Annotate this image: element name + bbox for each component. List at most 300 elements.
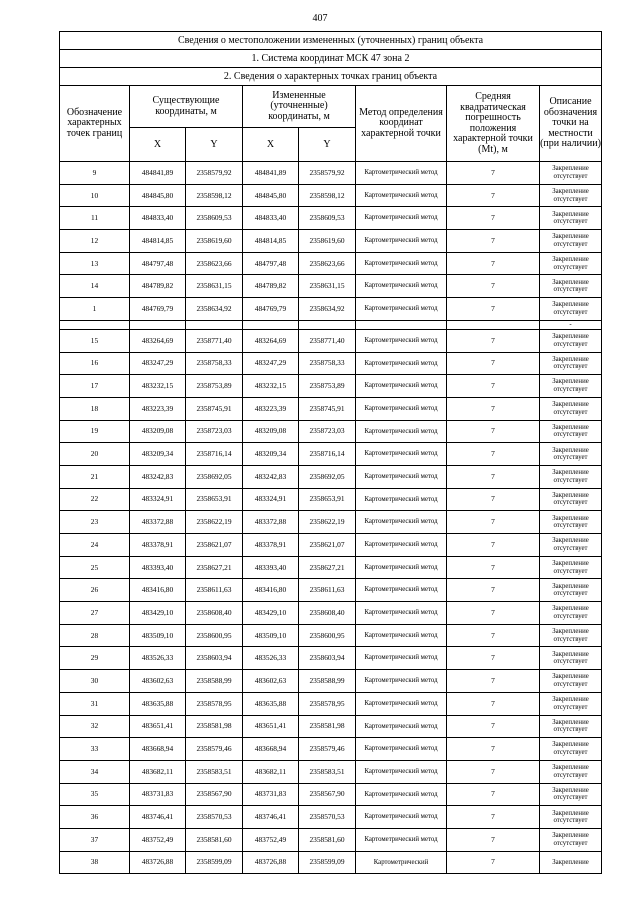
table-row	[60, 252, 602, 275]
cell-changed-x	[243, 320, 299, 329]
cell-changed-y: 2358753,89	[299, 375, 356, 398]
cell-existing-x: 483223,39	[130, 397, 186, 420]
cell-mean-error: 7	[447, 828, 540, 851]
cell-description: Закрепление отсутствует	[540, 329, 602, 352]
cell-method: Картометрический метод	[356, 647, 447, 670]
cell-description: Закрепление отсутствует	[540, 207, 602, 230]
cell-description: Закрепление отсутствует	[540, 783, 602, 806]
table-row	[60, 352, 602, 375]
cell-changed-y: 2358608,40	[299, 602, 356, 625]
cell-method: Картометрический метод	[356, 534, 447, 557]
cell-description: Закрепление отсутствует	[540, 375, 602, 398]
table-row	[60, 320, 602, 329]
table-body	[60, 162, 602, 874]
cell-method: Картометрический метод	[356, 207, 447, 230]
cell-existing-x	[130, 320, 186, 329]
table-row	[60, 275, 602, 298]
cell-existing-y: 2358567,90	[186, 783, 243, 806]
table-row	[60, 375, 602, 398]
cell-changed-y: 2358609,53	[299, 207, 356, 230]
cell-description: Закрепление отсутствует	[540, 184, 602, 207]
table-row	[60, 783, 602, 806]
cell-existing-x: 484797,48	[130, 252, 186, 275]
cell-description: Закрепление отсутствует	[540, 443, 602, 466]
cell-changed-y: 2358723,03	[299, 420, 356, 443]
cell-existing-y: 2358581,98	[186, 715, 243, 738]
cell-description: Закрепление отсутствует	[540, 275, 602, 298]
cell-point: 32	[60, 715, 130, 738]
cell-existing-x: 484769,79	[130, 298, 186, 321]
cell-point: 22	[60, 488, 130, 511]
cell-point: 10	[60, 184, 130, 207]
cell-changed-y: 2358621,07	[299, 534, 356, 557]
cell-changed-y: 2358623,66	[299, 252, 356, 275]
table-row	[60, 184, 602, 207]
cell-description: Закрепление отсутствует	[540, 352, 602, 375]
cell-method: Картометрический метод	[356, 783, 447, 806]
cell-existing-x: 483429,10	[130, 602, 186, 625]
table-row	[60, 738, 602, 761]
table-row	[60, 465, 602, 488]
cell-existing-x: 483526,33	[130, 647, 186, 670]
cell-existing-x: 483752,49	[130, 828, 186, 851]
header-changed-coords: Измененные (уточненные) координаты, м	[243, 86, 356, 128]
cell-changed-y: 2358583,51	[299, 760, 356, 783]
cell-existing-y: 2358771,40	[186, 329, 243, 352]
cell-changed-y: 2358622,19	[299, 511, 356, 534]
table-row	[60, 579, 602, 602]
cell-description: Закрепление отсутствует	[540, 624, 602, 647]
cell-description: Закрепление отсутствует	[540, 162, 602, 185]
cell-existing-y: 2358745,91	[186, 397, 243, 420]
cell-existing-y: 2358621,07	[186, 534, 243, 557]
cell-mean-error: 7	[447, 738, 540, 761]
cell-changed-y: 2358570,53	[299, 806, 356, 829]
cell-method: Картометрический метод	[356, 692, 447, 715]
cell-changed-y: 2358619,60	[299, 230, 356, 253]
table-row	[60, 298, 602, 321]
table-row	[60, 851, 602, 874]
cell-point	[60, 320, 130, 329]
cell-point: 28	[60, 624, 130, 647]
cell-method: Картометрический метод	[356, 443, 447, 466]
header-method: Метод определения координат характерной точки	[356, 86, 447, 162]
table-row	[60, 329, 602, 352]
cell-method	[356, 320, 447, 329]
cell-changed-x: 484797,48	[243, 252, 299, 275]
cell-method: Картометрический метод	[356, 760, 447, 783]
cell-existing-x: 483602,63	[130, 670, 186, 693]
cell-mean-error: 7	[447, 230, 540, 253]
cell-changed-x: 483752,49	[243, 828, 299, 851]
cell-existing-x: 483264,69	[130, 329, 186, 352]
cell-existing-y: 2358579,92	[186, 162, 243, 185]
cell-point: 16	[60, 352, 130, 375]
cell-changed-x: 483378,91	[243, 534, 299, 557]
table-title: Сведения о местоположении измененных (уточненных) границ объекта	[60, 32, 602, 50]
cell-mean-error: 7	[447, 443, 540, 466]
cell-mean-error: 7	[447, 162, 540, 185]
cell-mean-error: 7	[447, 375, 540, 398]
cell-point: 30	[60, 670, 130, 693]
cell-changed-y: 2358581,98	[299, 715, 356, 738]
cell-description: Закрепление отсутствует	[540, 670, 602, 693]
cell-description: Закрепление	[540, 851, 602, 874]
cell-method: Картометрический	[356, 851, 447, 874]
cell-method: Картометрический метод	[356, 230, 447, 253]
cell-existing-y: 2358588,99	[186, 670, 243, 693]
cell-changed-y: 2358600,95	[299, 624, 356, 647]
cell-changed-x: 483526,33	[243, 647, 299, 670]
cell-description: Закрепление отсутствует	[540, 692, 602, 715]
cell-method: Картометрический метод	[356, 670, 447, 693]
cell-method: Картометрический метод	[356, 397, 447, 420]
cell-existing-y: 2358634,92	[186, 298, 243, 321]
cell-point: 11	[60, 207, 130, 230]
cell-description: Закрепление отсутствует	[540, 828, 602, 851]
cell-method: Картометрический метод	[356, 556, 447, 579]
cell-changed-x: 483209,08	[243, 420, 299, 443]
cell-point: 24	[60, 534, 130, 557]
cell-existing-x: 483232,15	[130, 375, 186, 398]
cell-existing-x: 484814,85	[130, 230, 186, 253]
cell-changed-y: 2358716,14	[299, 443, 356, 466]
cell-changed-y: 2358631,15	[299, 275, 356, 298]
cell-existing-x: 483372,88	[130, 511, 186, 534]
table-row	[60, 207, 602, 230]
cell-existing-x: 484841,89	[130, 162, 186, 185]
cell-point: 21	[60, 465, 130, 488]
cell-existing-x: 483378,91	[130, 534, 186, 557]
cell-point: 25	[60, 556, 130, 579]
table-row	[60, 420, 602, 443]
cell-method: Картометрический метод	[356, 352, 447, 375]
cell-description: Закрепление отсутствует	[540, 511, 602, 534]
table-row	[60, 760, 602, 783]
cell-existing-y: 2358758,33	[186, 352, 243, 375]
cell-existing-x: 483651,41	[130, 715, 186, 738]
cell-method: Картометрический метод	[356, 806, 447, 829]
cell-existing-y: 2358578,95	[186, 692, 243, 715]
cell-changed-x: 483726,88	[243, 851, 299, 874]
cell-changed-x: 483682,11	[243, 760, 299, 783]
cell-changed-y: 2358758,33	[299, 352, 356, 375]
table-row	[60, 647, 602, 670]
cell-point: 12	[60, 230, 130, 253]
cell-method: Картометрический метод	[356, 298, 447, 321]
cell-mean-error: 7	[447, 647, 540, 670]
cell-existing-x: 483746,41	[130, 806, 186, 829]
cell-changed-y: 2358627,21	[299, 556, 356, 579]
cell-mean-error: 7	[447, 465, 540, 488]
page-number: 407	[312, 13, 328, 24]
cell-existing-y: 2358600,95	[186, 624, 243, 647]
cell-point: 37	[60, 828, 130, 851]
cell-mean-error: 7	[447, 783, 540, 806]
cell-changed-y: 2358578,95	[299, 692, 356, 715]
cell-existing-x: 483731,83	[130, 783, 186, 806]
cell-existing-y: 2358622,19	[186, 511, 243, 534]
cell-point: 15	[60, 329, 130, 352]
cell-changed-y: 2358771,40	[299, 329, 356, 352]
cell-mean-error: 7	[447, 298, 540, 321]
cell-description: Закрепление отсутствует	[540, 760, 602, 783]
cell-method: Картометрический метод	[356, 488, 447, 511]
cell-mean-error: 7	[447, 760, 540, 783]
cell-changed-x: 484814,85	[243, 230, 299, 253]
cell-changed-x: 483264,69	[243, 329, 299, 352]
cell-mean-error: 7	[447, 624, 540, 647]
cell-mean-error: 7	[447, 556, 540, 579]
section-title: 2. Сведения о характерных точках границ объекта	[60, 68, 602, 86]
table-row	[60, 397, 602, 420]
cell-existing-y: 2358598,12	[186, 184, 243, 207]
cell-description: Закрепление отсутствует	[540, 602, 602, 625]
cell-mean-error: 7	[447, 488, 540, 511]
cell-changed-y: 2358653,91	[299, 488, 356, 511]
cell-changed-x: 483324,91	[243, 488, 299, 511]
table-row	[60, 556, 602, 579]
cell-changed-x: 483372,88	[243, 511, 299, 534]
cell-point: 17	[60, 375, 130, 398]
cell-mean-error	[447, 320, 540, 329]
cell-existing-y: 2358583,51	[186, 760, 243, 783]
cell-existing-y: 2358692,05	[186, 465, 243, 488]
cell-mean-error: 7	[447, 851, 540, 874]
cell-point: 27	[60, 602, 130, 625]
table-row	[60, 230, 602, 253]
table-row	[60, 624, 602, 647]
cell-existing-y: 2358653,91	[186, 488, 243, 511]
cell-changed-y	[299, 320, 356, 329]
cell-changed-x: 483247,29	[243, 352, 299, 375]
cell-changed-y: 2358581,60	[299, 828, 356, 851]
cell-mean-error: 7	[447, 692, 540, 715]
cell-changed-y: 2358611,63	[299, 579, 356, 602]
cell-existing-y: 2358570,53	[186, 806, 243, 829]
cell-changed-y: 2358692,05	[299, 465, 356, 488]
cell-existing-y: 2358581,60	[186, 828, 243, 851]
cell-changed-x: 484769,79	[243, 298, 299, 321]
cell-method: Картометрический метод	[356, 465, 447, 488]
cell-existing-x: 483242,83	[130, 465, 186, 488]
cell-description: Закрепление отсутствует	[540, 252, 602, 275]
cell-changed-y: 2358579,46	[299, 738, 356, 761]
cell-method: Картометрический метод	[356, 715, 447, 738]
cell-existing-x: 483416,80	[130, 579, 186, 602]
header-existing-coords: Существующие координаты, м	[130, 86, 243, 128]
cell-mean-error: 7	[447, 534, 540, 557]
cell-method: Картометрический метод	[356, 329, 447, 352]
header-changed-y: Y	[299, 128, 356, 162]
header-mean-error: Средняя квадратическая погрешность положения характерной точки (Mt), м	[447, 86, 540, 162]
cell-existing-y: 2358623,66	[186, 252, 243, 275]
cell-method: Картометрический метод	[356, 275, 447, 298]
cell-changed-x: 483416,80	[243, 579, 299, 602]
cell-description: -	[540, 320, 602, 329]
cell-mean-error: 7	[447, 184, 540, 207]
cell-changed-y: 2358599,09	[299, 851, 356, 874]
cell-point: 34	[60, 760, 130, 783]
cell-method: Картометрический метод	[356, 162, 447, 185]
cell-mean-error: 7	[447, 329, 540, 352]
cell-mean-error: 7	[447, 670, 540, 693]
cell-changed-x: 483509,10	[243, 624, 299, 647]
table-row	[60, 692, 602, 715]
cell-changed-x: 483731,83	[243, 783, 299, 806]
cell-changed-x: 484841,89	[243, 162, 299, 185]
table-row	[60, 806, 602, 829]
cell-point: 20	[60, 443, 130, 466]
header-description: Описание обозначения точки на местности (при наличии)	[540, 86, 602, 162]
cell-existing-y: 2358619,60	[186, 230, 243, 253]
cell-existing-y: 2358599,09	[186, 851, 243, 874]
cell-existing-x: 483247,29	[130, 352, 186, 375]
cell-existing-x: 484845,80	[130, 184, 186, 207]
cell-point: 9	[60, 162, 130, 185]
cell-description: Закрепление отсутствует	[540, 715, 602, 738]
cell-point: 13	[60, 252, 130, 275]
cell-mean-error: 7	[447, 806, 540, 829]
cell-existing-x: 483682,11	[130, 760, 186, 783]
cell-changed-y: 2358745,91	[299, 397, 356, 420]
table-row	[60, 670, 602, 693]
cell-existing-x: 483509,10	[130, 624, 186, 647]
table-row	[60, 443, 602, 466]
cell-existing-x: 483668,94	[130, 738, 186, 761]
cell-changed-x: 484833,40	[243, 207, 299, 230]
cell-changed-x: 483242,83	[243, 465, 299, 488]
cell-method: Картометрический метод	[356, 828, 447, 851]
cell-changed-x: 483223,39	[243, 397, 299, 420]
cell-changed-y: 2358588,99	[299, 670, 356, 693]
cell-method: Картометрический метод	[356, 602, 447, 625]
cell-changed-y: 2358598,12	[299, 184, 356, 207]
header-existing-y: Y	[186, 128, 243, 162]
cell-mean-error: 7	[447, 352, 540, 375]
table-row	[60, 488, 602, 511]
cell-changed-x: 483393,40	[243, 556, 299, 579]
cell-existing-y: 2358627,21	[186, 556, 243, 579]
cell-changed-x: 483651,41	[243, 715, 299, 738]
cell-changed-x: 484845,80	[243, 184, 299, 207]
cell-description: Закрепление отсутствует	[540, 230, 602, 253]
cell-existing-x: 483209,08	[130, 420, 186, 443]
cell-point: 33	[60, 738, 130, 761]
cell-existing-y: 2358611,63	[186, 579, 243, 602]
cell-existing-x: 484789,82	[130, 275, 186, 298]
cell-method: Картометрический метод	[356, 624, 447, 647]
cell-existing-y: 2358603,94	[186, 647, 243, 670]
cell-existing-x: 483726,88	[130, 851, 186, 874]
cell-changed-y: 2358579,92	[299, 162, 356, 185]
cell-changed-x: 483429,10	[243, 602, 299, 625]
table-row	[60, 602, 602, 625]
table-row	[60, 162, 602, 185]
cell-changed-x: 483668,94	[243, 738, 299, 761]
cell-method: Картометрический метод	[356, 738, 447, 761]
cell-changed-x: 483232,15	[243, 375, 299, 398]
cell-changed-y: 2358634,92	[299, 298, 356, 321]
cell-description: Закрепление отсутствует	[540, 534, 602, 557]
header-point-designation: Обозначение характерных точек границ	[60, 86, 130, 162]
cell-method: Картометрический метод	[356, 184, 447, 207]
cell-mean-error: 7	[447, 579, 540, 602]
header-existing-x: X	[130, 128, 186, 162]
cell-description: Закрепление отсутствует	[540, 397, 602, 420]
cell-method: Картометрический метод	[356, 420, 447, 443]
cell-existing-x: 484833,40	[130, 207, 186, 230]
cell-existing-x: 483635,88	[130, 692, 186, 715]
cell-changed-y: 2358603,94	[299, 647, 356, 670]
cell-changed-x: 483209,34	[243, 443, 299, 466]
cell-description: Закрепление отсутствует	[540, 647, 602, 670]
cell-changed-x: 483635,88	[243, 692, 299, 715]
table-row	[60, 828, 602, 851]
cell-point: 1	[60, 298, 130, 321]
cell-mean-error: 7	[447, 511, 540, 534]
cell-method: Картометрический метод	[356, 252, 447, 275]
cell-existing-y: 2358609,53	[186, 207, 243, 230]
cell-changed-x: 483746,41	[243, 806, 299, 829]
cell-existing-y	[186, 320, 243, 329]
table-row	[60, 511, 602, 534]
cell-point: 29	[60, 647, 130, 670]
table-row	[60, 715, 602, 738]
cell-method: Картометрический метод	[356, 579, 447, 602]
cell-point: 18	[60, 397, 130, 420]
cell-mean-error: 7	[447, 397, 540, 420]
cell-existing-y: 2358723,03	[186, 420, 243, 443]
cell-mean-error: 7	[447, 252, 540, 275]
cell-point: 19	[60, 420, 130, 443]
boundary-points-table	[59, 31, 602, 874]
cell-mean-error: 7	[447, 420, 540, 443]
cell-description: Закрепление отсутствует	[540, 298, 602, 321]
cell-point: 23	[60, 511, 130, 534]
cell-existing-x: 483209,34	[130, 443, 186, 466]
cell-description: Закрепление отсутствует	[540, 488, 602, 511]
cell-existing-y: 2358753,89	[186, 375, 243, 398]
coordinate-system-title: 1. Система координат МСК 47 зона 2	[60, 50, 602, 68]
cell-existing-y: 2358631,15	[186, 275, 243, 298]
cell-changed-x: 483602,63	[243, 670, 299, 693]
cell-point: 36	[60, 806, 130, 829]
cell-mean-error: 7	[447, 602, 540, 625]
cell-description: Закрепление отсутствует	[540, 579, 602, 602]
cell-description: Закрепление отсутствует	[540, 420, 602, 443]
cell-changed-y: 2358567,90	[299, 783, 356, 806]
cell-description: Закрепление отсутствует	[540, 465, 602, 488]
cell-point: 31	[60, 692, 130, 715]
cell-changed-x: 484789,82	[243, 275, 299, 298]
cell-point: 38	[60, 851, 130, 874]
cell-method: Картометрический метод	[356, 511, 447, 534]
cell-existing-y: 2358608,40	[186, 602, 243, 625]
cell-description: Закрепление отсутствует	[540, 738, 602, 761]
table-row	[60, 534, 602, 557]
cell-method: Картометрический метод	[356, 375, 447, 398]
cell-existing-x: 483324,91	[130, 488, 186, 511]
cell-point: 14	[60, 275, 130, 298]
cell-existing-x: 483393,40	[130, 556, 186, 579]
cell-existing-y: 2358716,14	[186, 443, 243, 466]
cell-description: Закрепление отсутствует	[540, 556, 602, 579]
cell-mean-error: 7	[447, 275, 540, 298]
cell-existing-y: 2358579,46	[186, 738, 243, 761]
cell-point: 35	[60, 783, 130, 806]
cell-point: 26	[60, 579, 130, 602]
